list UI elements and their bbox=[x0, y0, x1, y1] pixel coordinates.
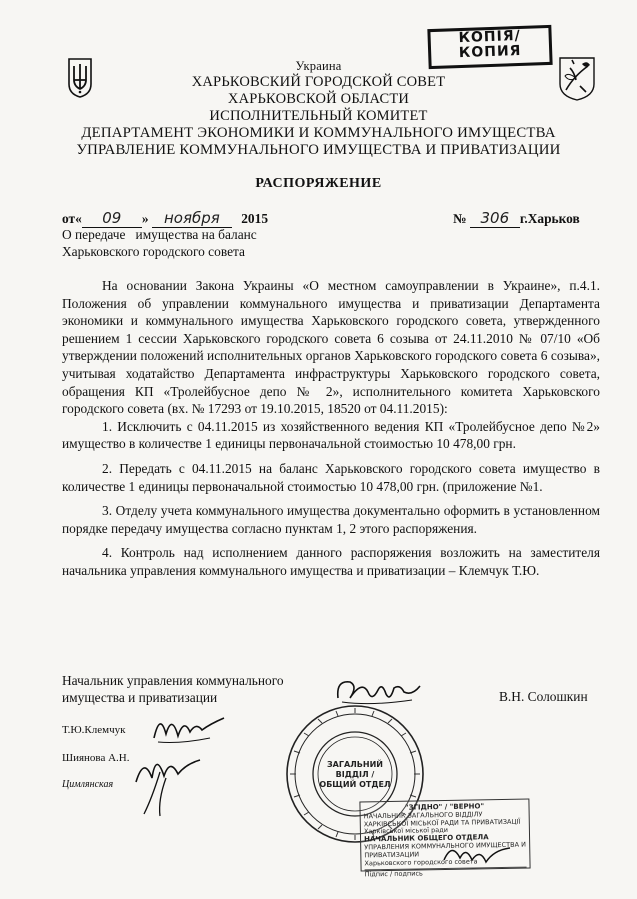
document-title: РАСПОРЯЖЕНИЕ bbox=[255, 176, 382, 191]
date-prefix: от bbox=[62, 211, 76, 226]
body-item3: 3. Отделу учета коммунального имущества документально оформить в установленном порядке передачу имущества согласно пунктам 1, 2 этого распоряжения. bbox=[62, 503, 600, 536]
cert-stamp-line3: ХАРКІВСЬКОЇ МІСЬКОЇ РАДИ ТА ПРИВАТИЗАЦІЇ bbox=[363, 817, 521, 829]
document-body bbox=[62, 277, 600, 580]
number-label: № bbox=[453, 211, 467, 226]
approval-signature-shiyanova bbox=[130, 742, 208, 820]
body-item1: 1. Исключить с 04.11.2015 из хозяйственного ведения КП «Тролейбусное депо №2» имущество в количестве 1 единицы первоначальной стоимостью 10 478,00 грн. bbox=[62, 418, 600, 452]
signature-position bbox=[62, 672, 284, 706]
header-line3: ИСПОЛНИТЕЛЬНЫЙ КОМИТЕТ bbox=[209, 108, 428, 124]
cert-stamp-line7: Харьковского городского совета bbox=[364, 857, 478, 867]
date-month: ноября bbox=[152, 209, 232, 228]
approval-person3: Цимлянская bbox=[62, 779, 114, 790]
subject-line1: О передаче имущества на баланс bbox=[62, 227, 257, 242]
seal-center-line2: ВІДДІЛ / bbox=[335, 770, 375, 779]
seal-center-line1: ЗАГАЛЬНИЙ bbox=[327, 760, 383, 769]
cert-stamp-line1: "ЗГІДНО" / "ВЕРНО" bbox=[404, 802, 485, 812]
approval-person2: Шиянова А.Н. bbox=[62, 752, 130, 764]
date-year: 2015 bbox=[241, 211, 269, 226]
header-line1: ХАРЬКОВСКИЙ ГОРОДСКОЙ СОВЕТ bbox=[191, 74, 446, 90]
body-item4: 4. Контроль над исполнением данного распоряжения возложить на заместителя начальника управления коммунального имущества и приватизации – Клемчук Т.Ю. bbox=[62, 545, 600, 578]
header-line2: ХАРЬКОВСКОЙ ОБЛАСТИ bbox=[227, 91, 410, 107]
number-line bbox=[453, 209, 580, 228]
document-header bbox=[0, 58, 637, 159]
signature-position-line1: Начальник управления коммунального bbox=[62, 673, 284, 688]
cert-stamp-line8: Підпис / подпись bbox=[365, 867, 527, 880]
number-city: г.Харьков bbox=[519, 211, 580, 226]
signatory-name: В.Н. Солошкин bbox=[499, 689, 588, 704]
signature-position-line2: имущества и приватизации bbox=[62, 690, 218, 705]
cert-stamp-line5: НАЧАЛЬНИК ОБЩЕГО ОТДЕЛА bbox=[363, 833, 489, 844]
copy-stamp-line2: КОПИЯ bbox=[458, 42, 522, 62]
date-line: от« 09 » ноября 2015 bbox=[62, 209, 269, 227]
body-item2: 2. Передать с 04.11.2015 на баланс Харьковского городского совета имущество в количестве 1 единицы первоначальной стоимостью 10 478,00 грн. (приложение №1. bbox=[62, 460, 600, 494]
number-value: 306 bbox=[470, 209, 520, 228]
subject bbox=[62, 226, 257, 260]
copy-stamp-line1: КОПІЯ/ bbox=[458, 27, 521, 47]
header-country: Украина bbox=[295, 59, 342, 73]
header-line5: УПРАВЛЕНИЕ КОММУНАЛЬНОГО ИМУЩЕСТВА И ПРИВАТИЗАЦИИ bbox=[76, 142, 561, 158]
subject-line2: Харьковского городского совета bbox=[62, 244, 245, 259]
certification-signature bbox=[440, 836, 514, 872]
body-intro: На основании Закона Украины «О местном самоуправлении в Украине», п.4.1. Положения об управлении коммунального имущества и приватизации Департамента экономики и коммунального имущества Харьковского городского совета, утвержденного решением 1 сессии Харьковского городского совета 6 созыва от 24.11.2010 № 07/10 «Об утверждении положений исполнительных органов Харьковского городского совета 6 созыва», учитывая ходатайство Департамента инфраструктуры Харьковского городского совета, обращения КП «Тролейбусное депо № 2», исполнительного комитета Харьковского городского совета (вх. № 17293 от 19.10.2015, 18520 от 04.11.2015): bbox=[62, 278, 600, 417]
approval-person1: Т.Ю.Клемчук bbox=[62, 724, 126, 736]
seal-center-line3: ОБЩИЙ ОТДЕЛ bbox=[319, 780, 391, 789]
cert-stamp-line6: УПРАВЛЕНИЯ КОММУНАЛЬНОГО ИМУЩЕСТВА И ПРИВАТИЗАЦИИ bbox=[364, 840, 526, 860]
date-day: 09 bbox=[82, 209, 142, 228]
header-line4: ДЕПАРТАМЕНТ ЭКОНОМИКИ И КОММУНАЛЬНОГО ИМУЩЕСТВА bbox=[81, 125, 556, 141]
cert-stamp-line2: НАЧАЛЬНИК ЗАГАЛЬНОГО ВІДДІЛУ bbox=[363, 810, 483, 821]
cert-stamp-line4: Харківської міської ради bbox=[363, 826, 449, 836]
